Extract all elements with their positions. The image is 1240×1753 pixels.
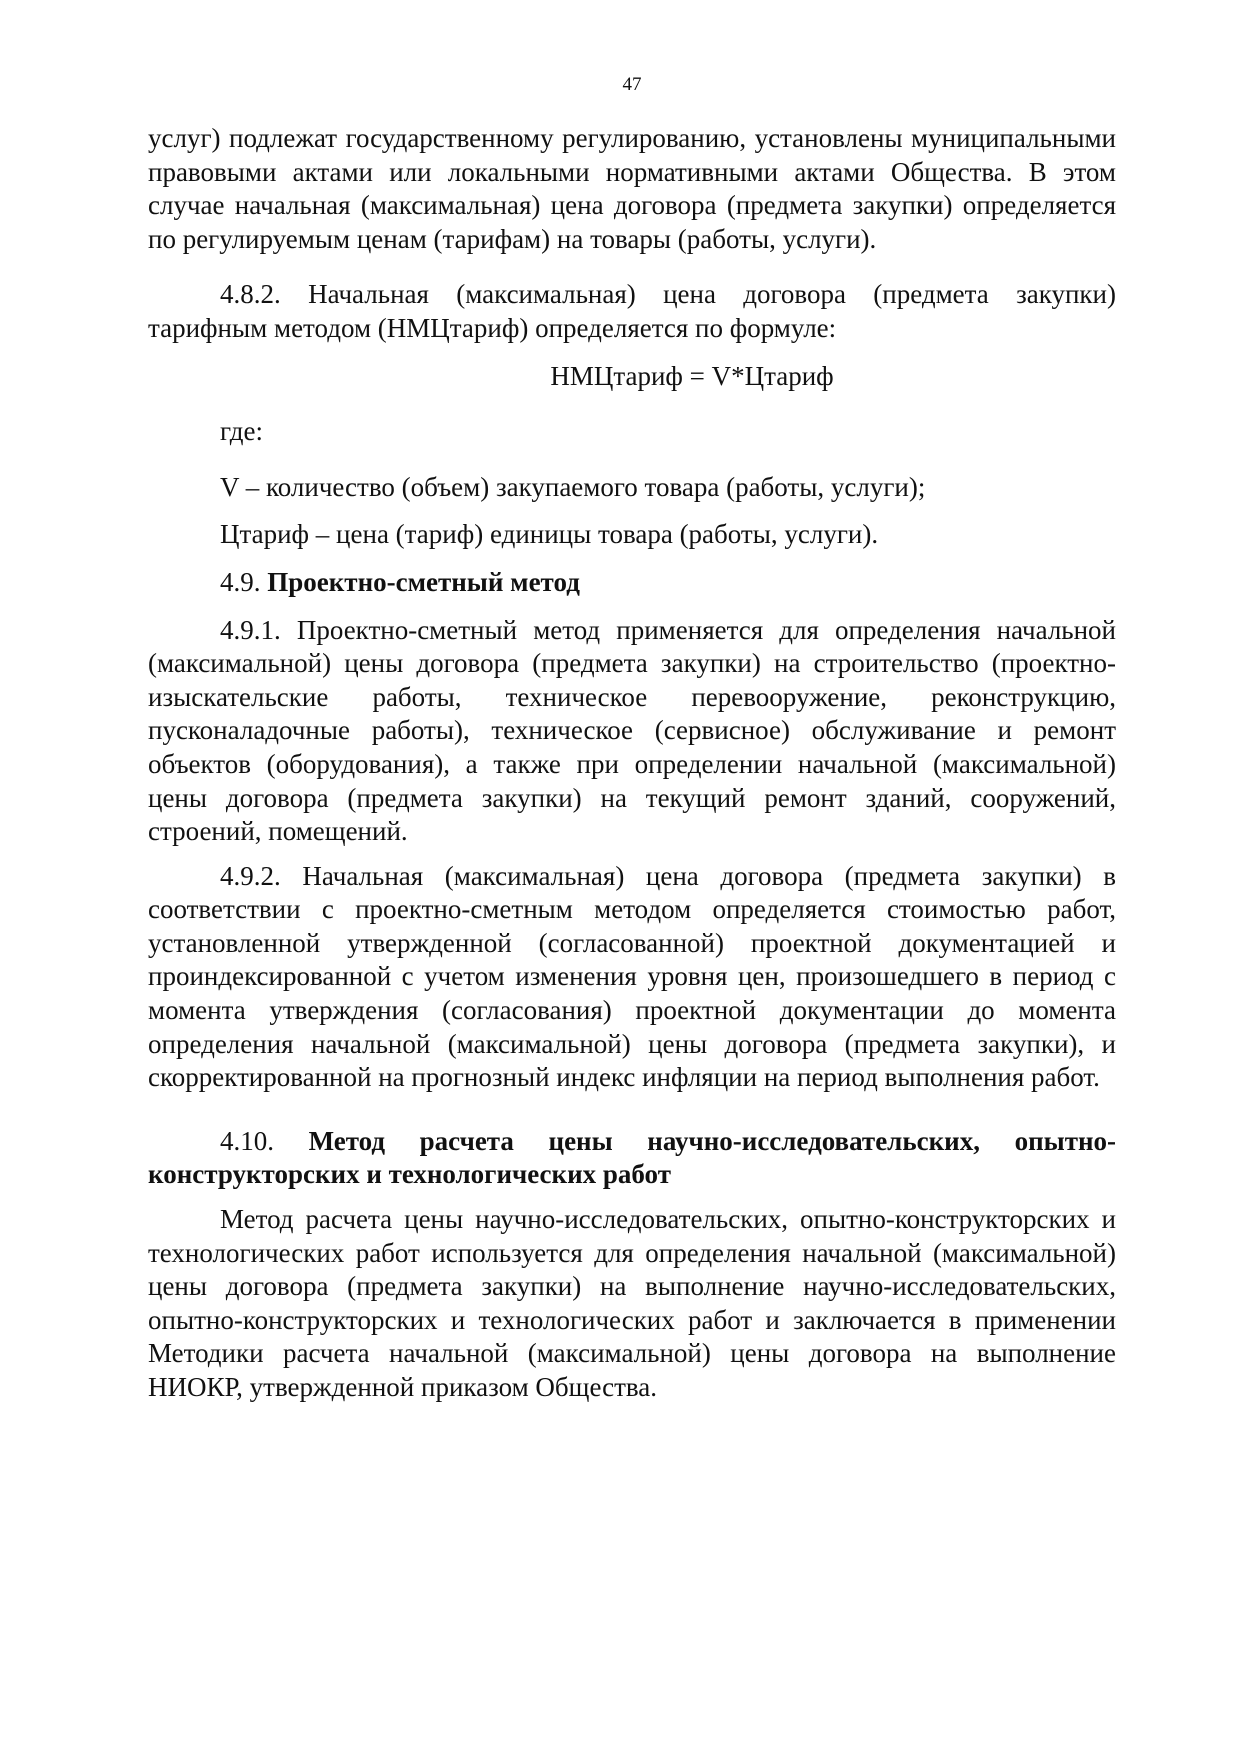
page-number: 47 xyxy=(622,74,642,95)
clause-number: 4.9.2. xyxy=(220,860,281,891)
section-heading-4-9 xyxy=(148,566,1116,600)
section-number: 4.9. xyxy=(220,566,261,597)
definition-v: V – количество (объем) закупаемого товара (работы, услуги); xyxy=(220,471,926,502)
paragraph-4-9-1 xyxy=(148,614,1116,849)
paragraph-4-10-body: Метод расчета цены научно-исследовательских, опытно-конструкторских и технологических работ используется для определения начальной (максимальной) цены договора (предмета закупки) на выполнение научно-исследовательских, опытно-конструкторских и технологических работ и заключается в применении Методики расчета начальной (максимальной) цены договора на выполнение НИОКР, утвержденной приказом Общества. xyxy=(148,1204,1116,1402)
section-title: Метод расчета цены научно-исследовательских, опытно-конструкторских и технологических работ xyxy=(148,1125,1117,1190)
paragraph-4-9-2 xyxy=(148,860,1116,1095)
paragraph-4-8-2 xyxy=(148,278,1116,345)
section-heading-4-10 xyxy=(148,1125,1116,1192)
section-title: Проектно-сметный метод xyxy=(267,566,580,597)
clause-text: Начальная (максимальная) цена договора (предмета закупки) тарифным методом (НМЦтариф) определяется по формуле: xyxy=(148,279,1116,343)
definition-ctarif: Цтариф – цена (тариф) единицы товара (работы, услуги). xyxy=(220,519,879,550)
clause-number: 4.8.2. xyxy=(220,279,281,310)
formula: НМЦтариф = V*Цтариф xyxy=(550,360,834,391)
paragraph-continuation: услуг) подлежат государственному регулированию, установлены муниципальными правовыми актами или локальными нормативными актами Общества. В этом случае начальная (максимальная) цена договора (предмета закупки) определяется по регулируемым ценам (тарифам) на товары (работы, услуги). xyxy=(148,123,1116,254)
clause-text: Проектно-сметный метод применяется для определения начальной (максимальной) цены договора (предмета закупки) на строительство (проектно-изыскательские работы, техническое перевооружение, реконструкцию, пусконаладочные работы), техническое (сервисное) обслуживание и ремонт объектов (оборудования), а также при определении начальной (максимальной) цены договора (предмета закупки) на текущий ремонт зданий, сооружений, строений, помещений. xyxy=(148,614,1117,847)
page-body xyxy=(148,122,1116,1405)
section-number: 4.10. xyxy=(220,1125,274,1156)
clause-text: Начальная (максимальная) цена договора (предмета закупки) в соответствии с проектно-сметным методом определяется стоимостью работ, установленной утвержденной (согласованной) проектной документацией и проиндексированной с учетом изменения уровня цен, произошедшего в период с момента утверждения (согласования) проектной документации до момента определения начальной (максимальной) цены договора (предмета закупки), и скорректированной на прогнозный индекс инфляции на период выполнения работ. xyxy=(148,860,1117,1093)
where-label: где: xyxy=(220,416,263,447)
clause-number: 4.9.1. xyxy=(220,614,281,645)
